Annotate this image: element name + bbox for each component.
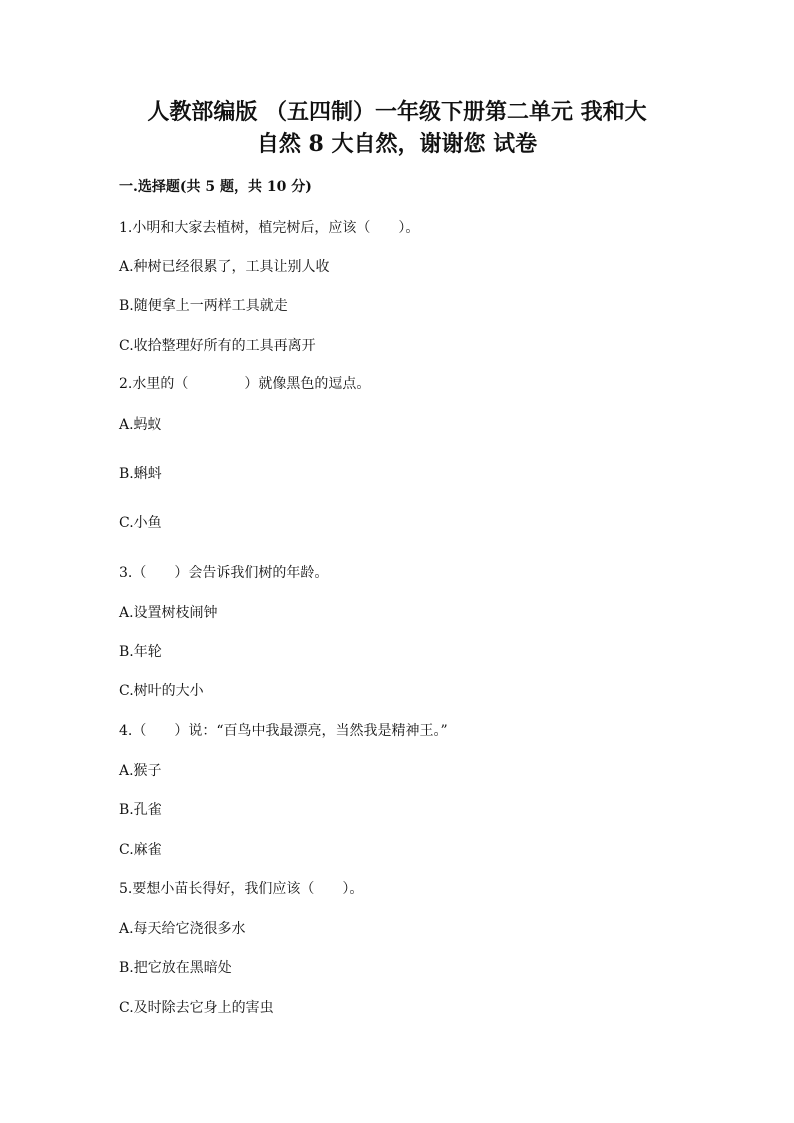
- question-3-stem: 3.（ ）会告诉我们树的年龄。: [119, 565, 329, 581]
- question-3-option-a: A.设置树枝闹钟: [119, 605, 218, 621]
- question-2-option-b: B.蝌蚪: [119, 466, 162, 482]
- question-1-option-c: C.收拾整理好所有的工具再离开: [119, 338, 316, 354]
- question-4-option-a: A.猴子: [119, 763, 162, 779]
- page-title-line-1: 人教部编版 （五四制）一年级下册第二单元 我和大: [147, 99, 647, 125]
- question-4-option-c: C.麻雀: [119, 842, 162, 858]
- question-2-stem: 2.水里的（ ）就像黑色的逗点。: [119, 376, 371, 392]
- question-1-option-b: B.随便拿上一两样工具就走: [119, 298, 288, 314]
- question-2-option-a: A.蚂蚁: [119, 417, 162, 433]
- question-2-option-c: C.小鱼: [119, 515, 162, 531]
- section-heading: 一.选择题(共 5 题，共 10 分): [119, 179, 312, 195]
- question-5-option-c: C.及时除去它身上的害虫: [119, 1000, 274, 1016]
- question-4-option-b: B.孔雀: [119, 802, 162, 818]
- page-title-line-2: 自然 8 大自然，谢谢您 试卷: [256, 131, 538, 157]
- question-5-option-a: A.每天给它浇很多水: [119, 921, 246, 937]
- question-5-option-b: B.把它放在黑暗处: [119, 960, 232, 976]
- question-3-option-c: C.树叶的大小: [119, 683, 204, 699]
- question-1-stem: 1.小明和大家去植树，植完树后，应该（ ）。: [119, 220, 420, 236]
- question-3-option-b: B.年轮: [119, 644, 162, 660]
- question-1-option-a: A.种树已经很累了，工具让别人收: [119, 259, 330, 275]
- question-5-stem: 5.要想小苗长得好，我们应该（ ）。: [119, 881, 364, 897]
- question-4-stem: 4.（ ）说：“百鸟中我最漂亮，当然我是精神王。”: [119, 723, 448, 739]
